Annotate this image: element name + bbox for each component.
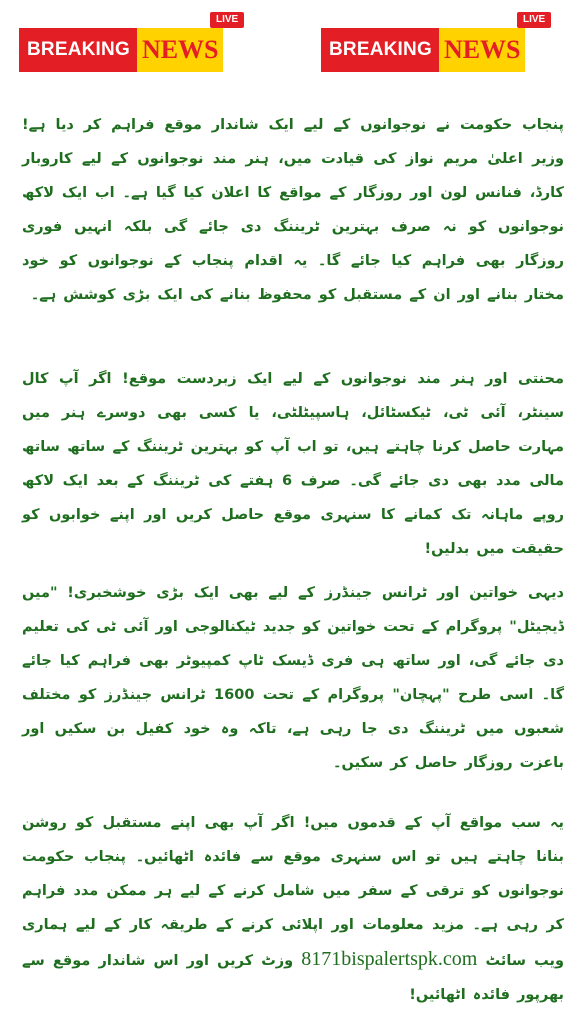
paragraph-conclusion	[22, 806, 564, 1012]
news-label: NEWS	[439, 28, 525, 72]
website-link[interactable]: 8171bispalertspk.com	[301, 948, 478, 970]
conclusion-text-start: یہ سب مواقع آپ کے قدموں میں! اگر آپ بھی اپنے مستقبل کو روشن بنانا چاہتے ہیں تو اس سنہری موقع سے فائدہ اٹھائیں۔ پنجاب حکومت نوجوانوں کو ترقی کے سفر میں شامل کرنے کے لیے ہر ممکن مدد فراہم کر رہی ہے۔ مزید معلومات اور اپلائی کرنے کے طریقہ کار کے لیے ہماری ویب سائٹ	[22, 815, 564, 969]
breaking-label: BREAKING	[19, 28, 137, 72]
breaking-label: BREAKING	[321, 28, 439, 72]
breaking-news-badge-left	[19, 28, 223, 72]
paragraph-intro: پنجاب حکومت نے نوجوانوں کے لیے ایک شاندار موقع فراہم کر دیا ہے! وزیر اعلیٰ مریم نواز کی قیادت میں، ہنر مند نوجوانوں کے لیے کاروبار کارڈ، فنانس لون اور روزگار کے مواقع کا اعلان کیا گیا ہے۔ اب ایک لاکھ نوجوانوں کو نہ صرف بہترین ٹریننگ دی جائے گی بلکہ انہیں فوری روزگار بھی فراہم کیا جائے گا۔ یہ اقدام پنجاب کے نوجوانوں کو خود مختار بنانے اور ان کے مستقبل کو محفوظ بنانے کی ایک بڑی کوشش ہے۔	[22, 117, 564, 303]
news-label: NEWS	[137, 28, 223, 72]
breaking-news-badge-right	[321, 28, 525, 72]
paragraph-skills-training: محنتی اور ہنر مند نوجوانوں کے لیے ایک زبردست موقع! اگر آپ کال سینٹر، آئی ٹی، ٹیکسٹائل، ہاسپیٹلٹی، یا کسی بھی دوسرے ہنر میں مہارت حاصل کرنا چاہتے ہیں، تو اب آپ کو بہترین ٹریننگ کے ساتھ ساتھ مالی مدد بھی دی جائے گی۔ صرف 6 ہفتے کی ٹریننگ کے بعد ایک لاکھ روپے ماہانہ تک کمانے کا سنہری موقع حاصل کریں اور اپنے خوابوں کو حقیقت میں بدلیں!	[22, 371, 564, 557]
paragraph-women-transgender: دیہی خواتین اور ٹرانس جینڈرز کے لیے بھی ایک بڑی خوشخبری! "میں ڈیجیٹل" پروگرام کے تحت خواتین کو جدید ٹیکنالوجی اور آئی ٹی کی تعلیم دی جائے گی، اور ساتھ ہی فری ڈیسک ٹاپ کمپیوٹر بھی فراہم کیا جائے گا۔ اسی طرح "پہچان" پروگرام کے تحت 1600 ٹرانس جینڈرز کو مختلف شعبوں میں ٹریننگ دی جا رہی ہے، تاکہ وہ خود کفیل بن سکیں اور باعزت روزگار حاصل کر سکیں۔	[22, 585, 565, 771]
live-tag-left: LIVE	[210, 12, 244, 28]
live-tag-right: LIVE	[517, 12, 551, 28]
conclusion-text-end: وزٹ کریں اور اس شاندار موقع سے بھرپور فائدہ اٹھائیں!	[22, 953, 564, 1003]
header-banner	[0, 0, 585, 90]
